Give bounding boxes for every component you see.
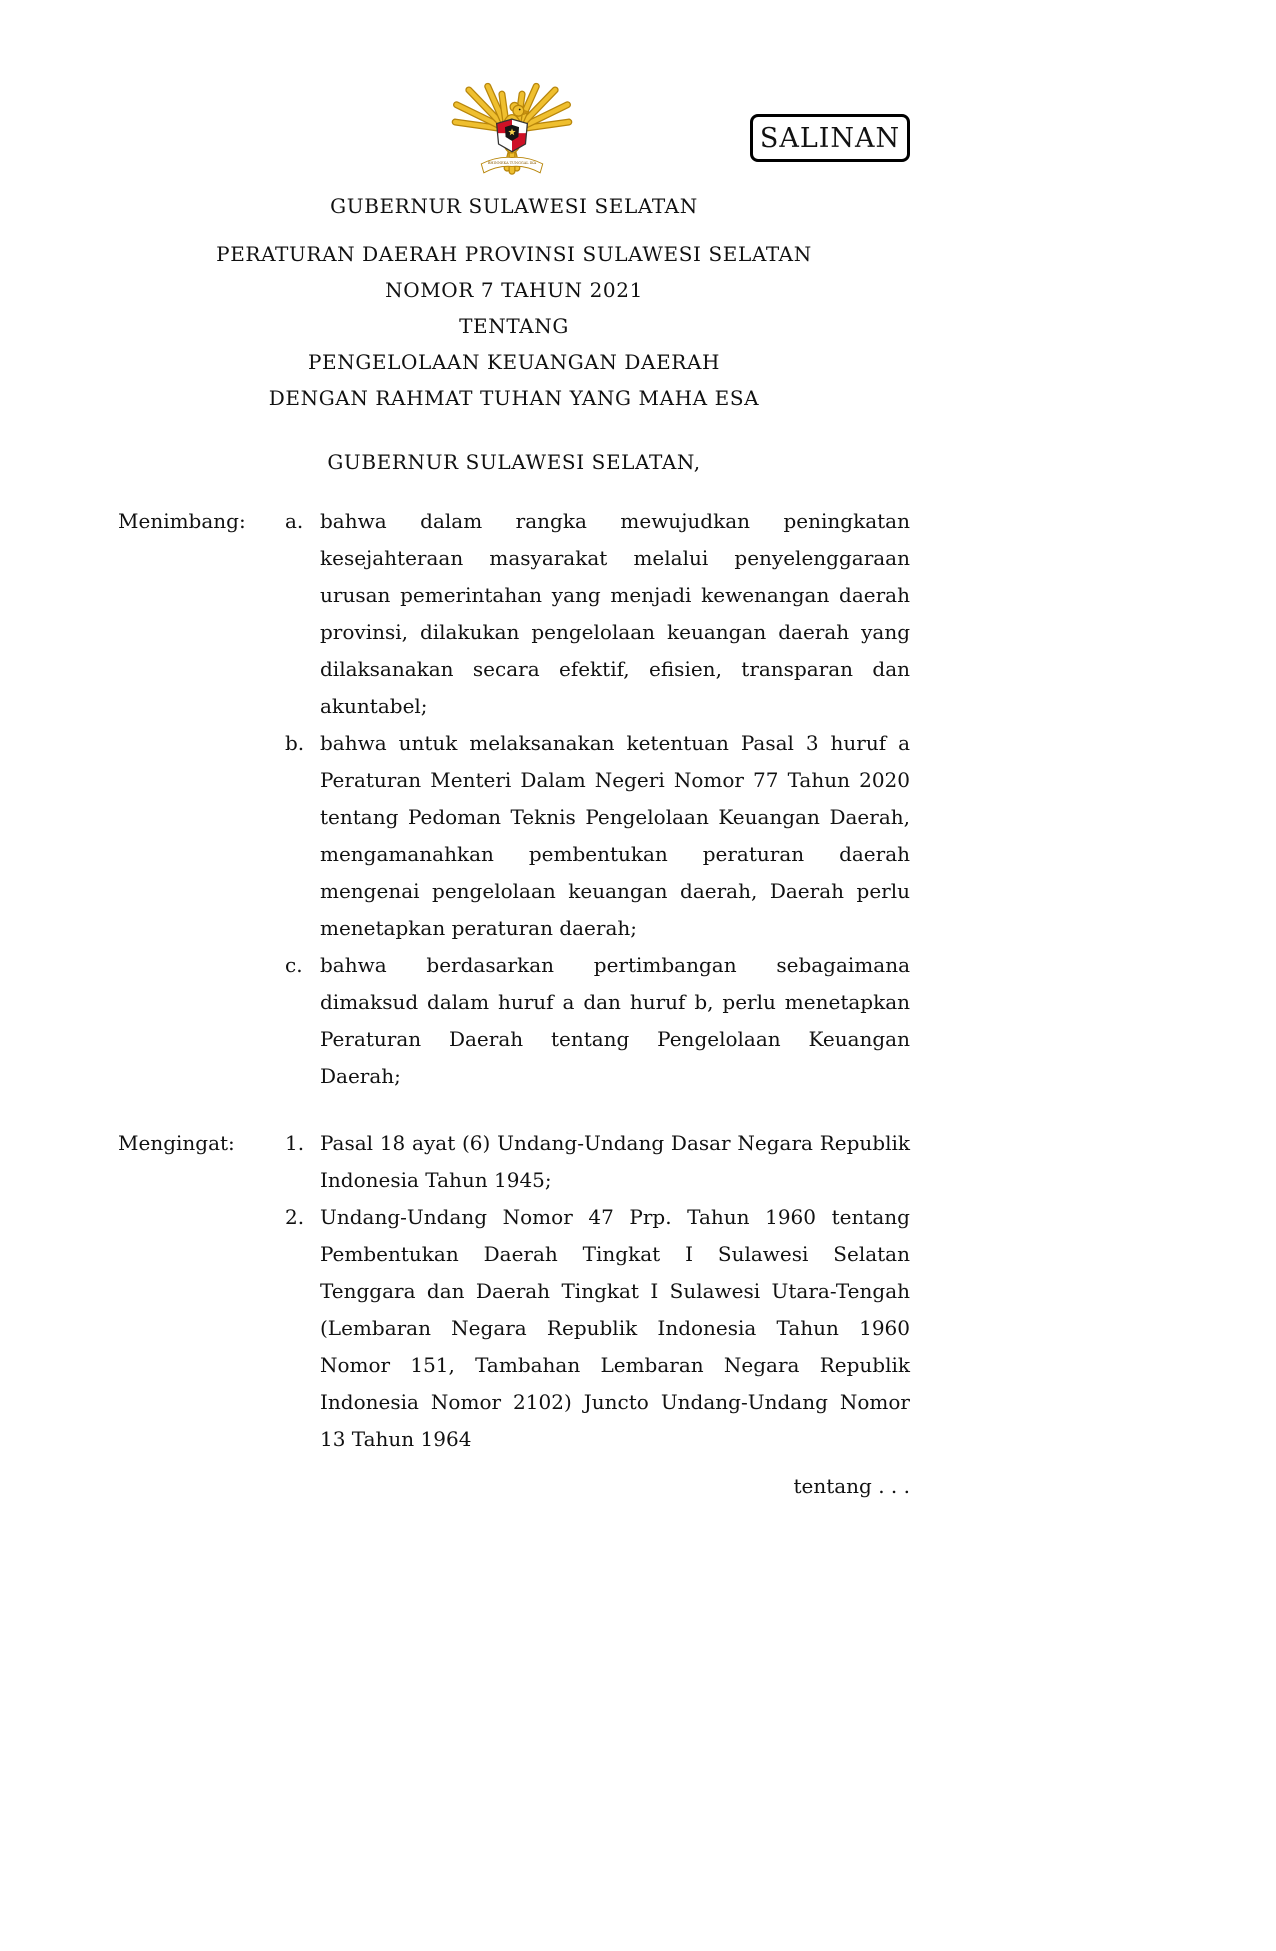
title-line-subject: PENGELOLAAN KEUANGAN DAERAH (307, 350, 721, 374)
item-text: bahwa berdasarkan pertimbangan sebagaimana dimaksud dalam huruf a dan huruf b, perlu menetapkan Peraturan Daerah tentang Pengelolaan Keuangan Daerah; (320, 953, 910, 1088)
mengingat-section (118, 1125, 910, 1458)
document-body (118, 188, 910, 1458)
item-text: Undang-Undang Nomor 47 Prp. Tahun 1960 tentang Pembentukan Daerah Tingkat I Sulawesi Selatan Tenggara dan Daerah Tingkat I Sulawesi Utara-Tengah (Lembaran Negara Republik Indonesia Tahun 1960 Nomor 151, Tambahan Lembaran Negara Republik Indonesia Nomor 2102) Juncto Undang-Undang Nomor 13 Tahun 1964 (320, 1205, 910, 1451)
mengingat-item-2 (285, 1199, 910, 1458)
document-title-block (118, 188, 910, 416)
title-line-appellation: GUBERNUR SULAWESI SELATAN (330, 194, 698, 218)
item-marker: c. (285, 953, 303, 977)
menimbang-item-a (285, 503, 910, 725)
title-line-regulation: PERATURAN DAERAH PROVINSI SULAWESI SELATAN (216, 242, 812, 266)
menimbang-item-b (285, 725, 910, 947)
title-line-rahmat: DENGAN RAHMAT TUHAN YANG MAHA ESA (268, 386, 760, 410)
item-marker: 2. (285, 1205, 305, 1229)
title-line-tentang: TENTANG (459, 314, 569, 338)
motto-text: BHINNEKA TUNGGAL IKA (487, 160, 537, 165)
menimbang-items (285, 503, 910, 1095)
catchword: tentang . . . (793, 1474, 910, 1498)
salinan-stamp-label: SALINAN (759, 122, 901, 154)
item-text: bahwa dalam rangka mewujudkan peningkatan kesejahteraan masyarakat melalui penyelenggaraan urusan pemerintahan yang menjadi kewenangan daerah provinsi, dilakukan pengelolaan keuangan daerah yang dilaksanakan secara efektif, efisien, transparan dan akuntabel; (320, 509, 910, 718)
menimbang-label: Menimbang: (118, 509, 246, 533)
title-line-number: NOMOR 7 TAHUN 2021 (385, 278, 643, 302)
item-text: Pasal 18 ayat (6) Undang-Undang Dasar Negara Republik Indonesia Tahun 1945; (320, 1131, 910, 1192)
mengingat-label: Mengingat: (118, 1131, 235, 1155)
salinan-stamp (750, 114, 910, 162)
item-marker: a. (285, 509, 304, 533)
mengingat-item-1 (285, 1125, 910, 1199)
menimbang-item-c (285, 947, 910, 1095)
garuda-pancasila-emblem (448, 50, 576, 192)
item-text: bahwa untuk melaksanakan ketentuan Pasal 3 huruf a Peraturan Menteri Dalam Negeri Nomor 77 Tahun 2020 tentang Pedoman Teknis Pengelolaan Keuangan Daerah, mengamanahkan pembentukan peraturan daerah mengenai pengelolaan keuangan daerah, Daerah perlu menetapkan peraturan daerah; (320, 731, 910, 940)
item-marker: 1. (285, 1131, 305, 1155)
mengingat-items (285, 1125, 910, 1458)
menimbang-section (118, 503, 910, 1095)
salutation-line: GUBERNUR SULAWESI SELATAN, (327, 450, 701, 474)
item-marker: b. (285, 731, 305, 755)
garuda-icon (448, 50, 576, 192)
